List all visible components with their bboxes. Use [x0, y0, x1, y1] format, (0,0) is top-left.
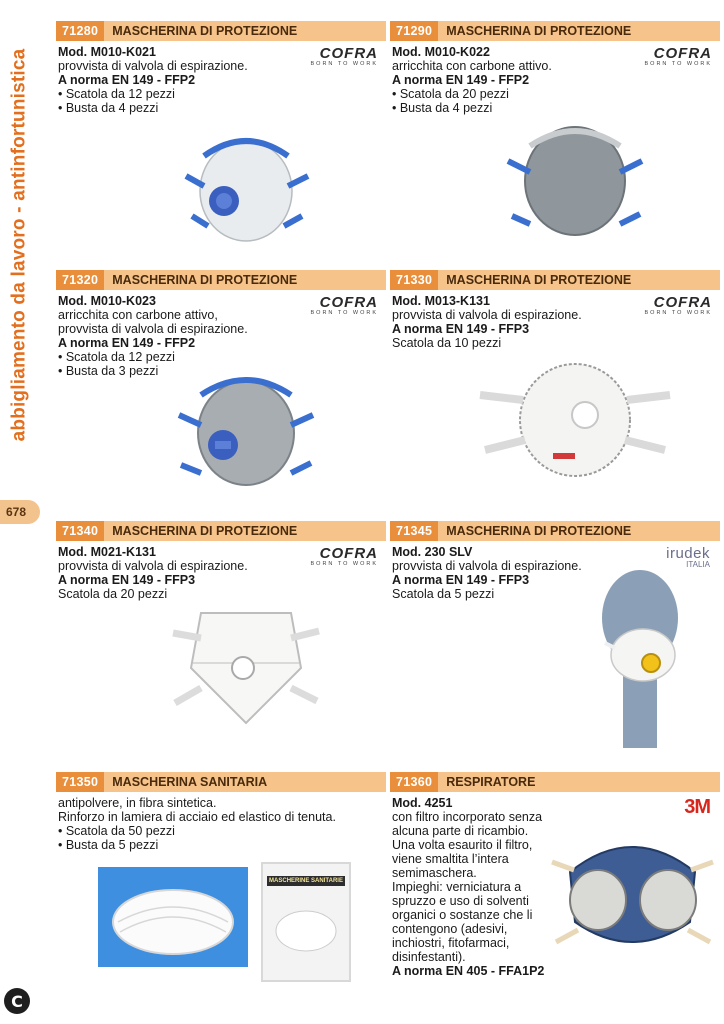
brand-name: irudek: [666, 545, 710, 562]
product-card-71340: [56, 521, 386, 761]
product-title: RESPIRATORE: [446, 775, 536, 789]
product-header: [390, 270, 720, 290]
pack-line: • Scatola da 12 pezzi: [58, 87, 175, 101]
desc-line: antipolvere, in fibra sintetica.: [58, 796, 217, 810]
desc-line: viene smaltita l’intera: [392, 852, 509, 866]
product-title: MASCHERINA DI PROTEZIONE: [112, 273, 298, 287]
desc-line: provvista di valvola di espirazione.: [58, 559, 248, 573]
product-card-71360: [390, 772, 720, 1007]
pack-line: • Busta da 4 pezzi: [392, 101, 493, 115]
pack-line: • Scatola da 50 pezzi: [58, 824, 175, 838]
standard-line: A norma EN 149 - FFP2: [58, 73, 196, 87]
product-card-71280: [56, 21, 386, 261]
product-header: [390, 521, 720, 541]
standard-line: A norma EN 149 - FFP2: [392, 73, 530, 87]
dust-mask-shape: [98, 867, 248, 967]
product-code: 71340: [56, 521, 104, 541]
brand-tagline: BORN TO WORK: [644, 61, 712, 67]
desc-line: provvista di valvola di espirazione.: [392, 308, 582, 322]
brand-name: COFRA: [319, 45, 378, 62]
standard-line: A norma EN 149 - FFP3: [392, 322, 530, 336]
model-line: Mod. M010-K023: [58, 294, 156, 308]
product-code: 71350: [56, 772, 104, 792]
standard-line: A norma EN 149 - FFP2: [58, 336, 196, 350]
product-title: MASCHERINA DI PROTEZIONE: [446, 273, 632, 287]
product-code: 71280: [56, 21, 104, 41]
page-number-tab: [0, 500, 40, 524]
desc-line: contengono (adesivi,: [392, 922, 508, 936]
product-card-71330: [390, 270, 720, 510]
product-header: [56, 772, 386, 792]
desc-line: provvista di valvola di espirazione.: [58, 59, 248, 73]
product-code: 71360: [390, 772, 438, 792]
brand-tagline: BORN TO WORK: [310, 61, 378, 67]
product-header: [56, 270, 386, 290]
product-header: [390, 772, 720, 792]
mask-bag-image: [261, 862, 351, 982]
product-title: MASCHERINA SANITARIA: [112, 775, 268, 789]
product-title: MASCHERINA DI PROTEZIONE: [446, 524, 632, 538]
corner-badge-icon: C: [4, 988, 30, 1014]
mask-carbon-image: [500, 106, 650, 246]
product-code: 71330: [390, 270, 438, 290]
model-line: Mod. M010-K021: [58, 45, 156, 59]
product-code: 71320: [56, 270, 104, 290]
section-title-text: abbigliamento da lavoro - antinfortunistica: [8, 48, 30, 442]
brand-name: COFRA: [653, 294, 712, 311]
desc-line: Impieghi: verniciatura a: [392, 880, 522, 894]
page-number: 678: [6, 505, 27, 519]
brand-tagline: BORN TO WORK: [310, 310, 378, 316]
model-line: Mod. M021-K131: [58, 545, 156, 559]
bag-label: MASCHERINE SANITARIE: [267, 876, 345, 886]
mask-carbon-valve-image: [171, 365, 321, 495]
pack-line: • Scatola da 20 pezzi: [392, 87, 509, 101]
brand-logo-cofra: [300, 45, 378, 71]
desc-line: inchiostri, fitofarmaci,: [392, 936, 510, 950]
pack-line: • Scatola da 12 pezzi: [58, 350, 175, 364]
brand-name: COFRA: [319, 545, 378, 562]
brand-tagline: ITALIA: [686, 560, 710, 569]
brand-logo-cofra: [634, 45, 712, 71]
desc-line: provvista di valvola di espirazione.: [392, 559, 582, 573]
brand-logo-cofra: [300, 545, 378, 571]
desc-line: arricchita con carbone attivo.: [392, 59, 552, 73]
desc-line: con filtro incorporato senza: [392, 810, 543, 824]
product-header: [56, 521, 386, 541]
desc-line: disinfestanti).: [392, 950, 466, 964]
product-code: 71345: [390, 521, 438, 541]
mask-foldable-image: [171, 593, 321, 733]
mannequin-mask-image: [585, 563, 695, 753]
desc-line: provvista di valvola di espirazione.: [58, 322, 248, 336]
product-title: MASCHERINA DI PROTEZIONE: [112, 24, 298, 38]
product-code: 71290: [390, 21, 438, 41]
product-description: [56, 792, 386, 852]
brand-name: COFRA: [653, 45, 712, 62]
brand-logo-3m: 3M: [684, 796, 710, 818]
pack-line: Scatola da 10 pezzi: [392, 336, 502, 350]
section-title-vertical: [2, 48, 36, 442]
model-line: Mod. 230 SLV: [392, 545, 473, 559]
pack-line: Scatola da 5 pezzi: [392, 587, 495, 601]
desc-line: Rinforzo in lamiera di acciaio ed elastico di tenuta.: [58, 810, 336, 824]
brand-tagline: BORN TO WORK: [644, 310, 712, 316]
desc-line: organici o sostanze che li: [392, 908, 533, 922]
desc-line: alcuna parte di ricambio.: [392, 824, 529, 838]
product-card-71345: [390, 521, 720, 761]
desc-line: semimaschera.: [392, 866, 477, 880]
product-card-71320: [56, 270, 386, 510]
standard-line: A norma EN 149 - FFP3: [392, 573, 530, 587]
desc-line: spruzzo e uso di solventi: [392, 894, 529, 908]
pack-line: • Busta da 4 pezzi: [58, 101, 159, 115]
pack-line: • Busta da 3 pezzi: [58, 364, 159, 378]
product-title: MASCHERINA DI PROTEZIONE: [112, 524, 298, 538]
respirator-image: [550, 812, 715, 967]
dust-mask-image: [98, 867, 248, 967]
product-header: [56, 21, 386, 41]
model-line: Mod. M010-K022: [392, 45, 490, 59]
brand-logo-cofra: [300, 294, 378, 320]
standard-line: A norma EN 149 - FFP3: [58, 573, 196, 587]
bag-content-shape: [263, 886, 349, 966]
product-title: MASCHERINA DI PROTEZIONE: [446, 24, 632, 38]
standard-line: A norma EN 405 - FFA1P2: [392, 964, 545, 978]
pack-line: • Busta da 5 pezzi: [58, 838, 159, 852]
desc-line: arricchita con carbone attivo,: [58, 308, 218, 322]
product-header: [390, 21, 720, 41]
mask-valve-image: [176, 116, 316, 256]
model-line: Mod. M013-K131: [392, 294, 490, 308]
brand-tagline: BORN TO WORK: [310, 561, 378, 567]
product-card-71290: [390, 21, 720, 261]
pack-line: Scatola da 20 pezzi: [58, 587, 168, 601]
model-line: Mod. 4251: [392, 796, 453, 810]
product-card-71350: [56, 772, 386, 1007]
brand-name: COFRA: [319, 294, 378, 311]
mask-ffp3-image: [475, 355, 675, 485]
desc-line: Una volta esaurito il filtro,: [392, 838, 533, 852]
brand-logo-cofra: [634, 294, 712, 320]
